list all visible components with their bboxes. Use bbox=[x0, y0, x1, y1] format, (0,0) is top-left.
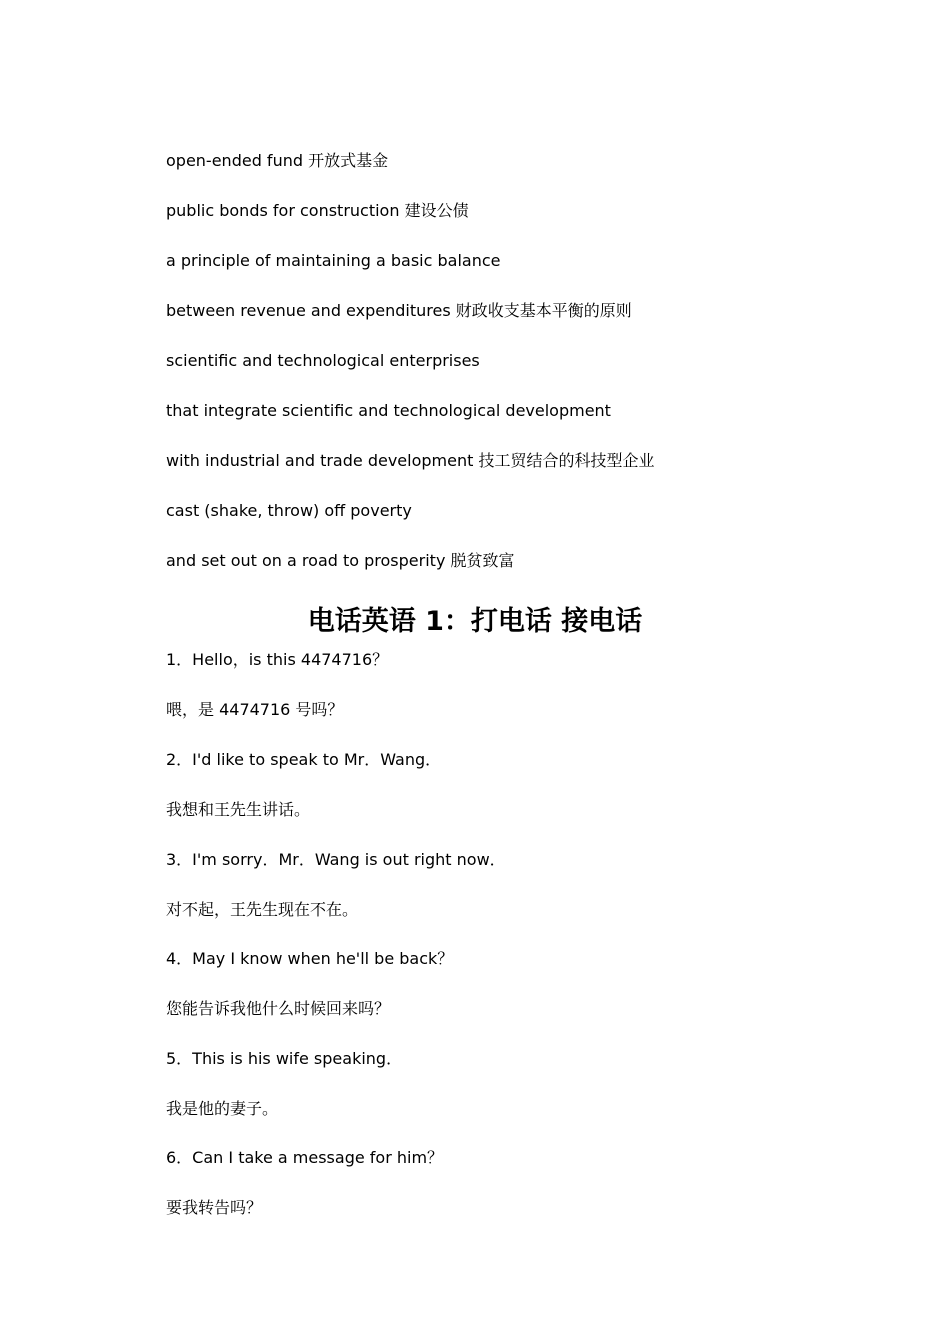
dialogue-english: 5．This is his wife speaking． bbox=[166, 1049, 403, 1068]
glossary-line bbox=[166, 201, 469, 221]
glossary-chinese: 技工贸结合的科技型企业 bbox=[478, 451, 655, 470]
glossary-chinese: 开放式基金 bbox=[308, 151, 389, 170]
section-title: 电话英语 1：打电话 接电话 bbox=[307, 606, 643, 637]
glossary-line bbox=[166, 151, 388, 171]
glossary-english: cast (shake, throw) off poverty bbox=[166, 501, 412, 520]
dialogue-english: 2．I'd like to speak to Mr．Wang． bbox=[166, 750, 442, 769]
dialogue-english: 4．May I know when he'll be back？ bbox=[166, 949, 454, 968]
glossary-chinese: 建设公债 bbox=[404, 201, 469, 220]
glossary-line bbox=[166, 401, 611, 421]
glossary-english: a principle of maintaining a basic balance bbox=[166, 251, 501, 270]
dialogue-chinese: 我想和王先生讲话。 bbox=[166, 800, 311, 819]
glossary-english: that integrate scientific and technological development bbox=[166, 401, 611, 420]
dialogue-english: 3．I'm sorry．Mr．Wang is out right now． bbox=[166, 850, 506, 869]
glossary-line bbox=[166, 301, 632, 321]
glossary-chinese: 财政收支基本平衡的原则 bbox=[455, 301, 632, 320]
glossary-english: between revenue and expenditures bbox=[166, 301, 456, 320]
glossary-english: and set out on a road to prosperity bbox=[166, 551, 451, 570]
dialogue-chinese: 对不起，王先生现在不在。 bbox=[166, 900, 359, 919]
dialogue-chinese: 要我转告吗？ bbox=[166, 1198, 263, 1217]
glossary-line bbox=[166, 501, 412, 521]
glossary-english: public bonds for construction bbox=[166, 201, 405, 220]
dialogue-english: 6．Can I take a message for him？ bbox=[166, 1148, 444, 1167]
dialogue-chinese: 喂，是 4474716 号吗？ bbox=[166, 700, 344, 719]
glossary-english: scientific and technological enterprises bbox=[166, 351, 480, 370]
dialogue-chinese: 我是他的妻子。 bbox=[166, 1099, 279, 1118]
glossary-line bbox=[166, 551, 515, 571]
glossary-line bbox=[166, 451, 654, 471]
glossary-line bbox=[166, 351, 480, 371]
glossary-english: open-ended fund bbox=[166, 151, 309, 170]
glossary-english: with industrial and trade development bbox=[166, 451, 479, 470]
glossary-line bbox=[166, 251, 500, 271]
dialogue-chinese: 您能告诉我他什么时候回来吗？ bbox=[166, 999, 391, 1018]
glossary-chinese: 脱贫致富 bbox=[450, 551, 515, 570]
dialogue-english: 1．Hello，is this 4474716？ bbox=[166, 650, 389, 669]
